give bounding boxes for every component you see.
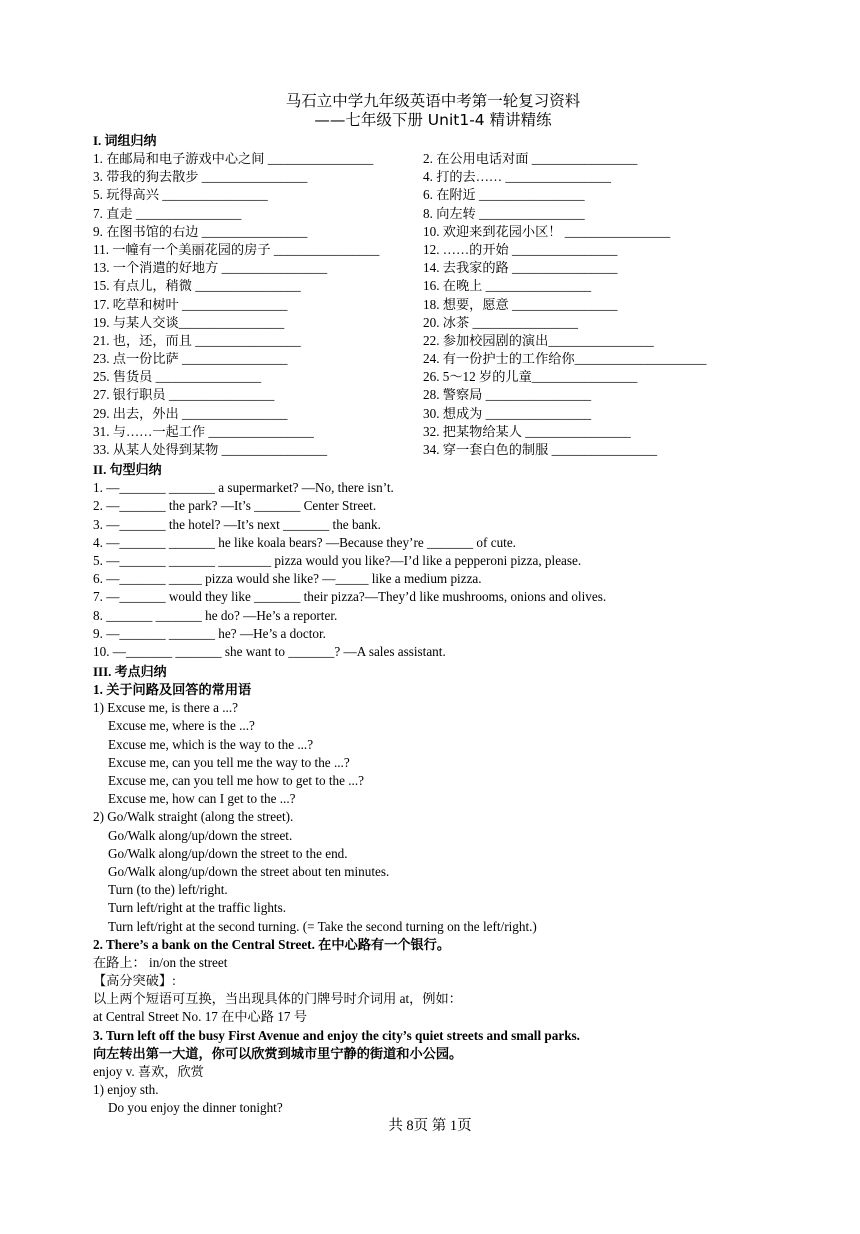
phrase-row: [93, 205, 773, 223]
question-line: Excuse me, where is the ...?: [108, 718, 255, 734]
section-heading-phrases: I. 词组归纳: [93, 133, 157, 148]
phrase-item: 10. 欢迎来到花园小区！ ________________: [423, 223, 671, 239]
section-heading-sentences: II. 句型归纳: [93, 462, 162, 478]
point-3-heading-en: 3. Turn left off the busy First Avenue and enjoy the city’s quiet streets and small parks.: [93, 1027, 580, 1043]
phrase-row: [93, 150, 773, 168]
phrase-row: [93, 423, 773, 441]
sentence-item: 1. —_______ _______ a supermarket? —No, there isn’t.: [93, 480, 394, 496]
phrase-item: 12. ……的开始 ________________: [423, 241, 618, 257]
question-line: Excuse me, how can I get to the ...?: [108, 791, 296, 807]
phrase-item: 24. 有一份护士的工作给你____________________: [423, 351, 707, 367]
phrase-item: 6. 在附近 ________________: [423, 187, 585, 203]
title-line-2: ——七年级下册 Unit1-4 精讲精练: [314, 111, 552, 129]
phrase-item: 15. 有点儿，稍微 ________________: [93, 278, 301, 294]
phrase-item: 27. 银行职员 ________________: [93, 387, 275, 403]
phrase-row: [93, 314, 773, 332]
sentence-item: 6. —_______ _____ pizza would she like? —_____ like a medium pizza.: [93, 571, 482, 587]
phrase-item: 9. 在图书馆的右边 ________________: [93, 223, 308, 239]
note-line: 1) enjoy sth.: [93, 1082, 159, 1098]
phrase-item: 21. 也，还，而且 ________________: [93, 332, 301, 348]
point-1-answers: [93, 808, 773, 935]
sentence-list: [93, 479, 773, 661]
phrase-item: 26. 5～12 岁的儿童________________: [423, 369, 638, 385]
sentence-item: 4. —_______ _______ he like koala bears? —Because they’re _______ of cute.: [93, 534, 516, 550]
phrase-row: [93, 259, 773, 277]
phrase-item: 28. 警察局 ________________: [423, 387, 592, 403]
sentence-item: 7. —_______ would they like _______ their pizza?—They’d like mushrooms, onions and olives.: [93, 589, 607, 605]
answer-line: Turn left/right at the second turning. (= Take the second turning on the left/right.): [108, 918, 537, 934]
page-footer: 共 8页 第 1页: [388, 1118, 472, 1134]
note-line: at Central Street No. 17 在中心路 17 号: [93, 1009, 307, 1025]
phrase-row: [93, 168, 773, 186]
sentence-item: 3. —_______ the hotel? —It’s next _______ the bank.: [93, 516, 381, 532]
sentence-item: 10. —_______ _______ she want to _______? —A sales assistant.: [93, 643, 446, 659]
point-1-heading: 1. 关于问路及回答的常用语: [93, 682, 252, 698]
phrase-item: 19. 与某人交谈________________: [93, 314, 285, 330]
point-2-notes: [93, 954, 773, 1027]
phrase-row: [93, 186, 773, 204]
answer-line: Go/Walk along/up/down the street.: [108, 827, 293, 843]
phrase-row: [93, 296, 773, 314]
phrase-item: 29. 出去，外出 ________________: [93, 405, 288, 421]
phrase-item: 14. 去我家的路 ________________: [423, 260, 618, 276]
phrase-item: 33. 从某人处得到某物 ________________: [93, 442, 328, 457]
phrase-row: [93, 350, 773, 368]
note-line: enjoy v. 喜欢，欣赏: [93, 1064, 204, 1079]
section-heading-points: III. 考点归纳: [93, 664, 167, 680]
answer-line: Go/Walk along/up/down the street about ten minutes.: [108, 863, 390, 879]
phrase-row: [93, 332, 773, 350]
sentence-item: 9. —_______ _______ he? —He’s a doctor.: [93, 625, 326, 641]
phrase-item: 7. 直走 ________________: [93, 205, 242, 221]
phrase-item: 1. 在邮局和电子游戏中心之间 ________________: [93, 151, 374, 166]
phrase-row: [93, 223, 773, 241]
phrase-item: 3. 带我的狗去散步 ________________: [93, 169, 308, 185]
note-line: 以上两个短语可互换，当出现具体的门牌号时介词用 at，例如：: [93, 991, 462, 1007]
title-line-1: 马石立中学九年级英语中考第一轮复习资料: [285, 92, 581, 110]
phrase-item: 2. 在公用电话对面 ________________: [423, 151, 638, 166]
answer-line: 2) Go/Walk straight (along the street).: [93, 809, 294, 825]
answer-line: Turn (to the) left/right.: [108, 882, 228, 898]
phrase-item: 18. 想要，愿意 ________________: [423, 296, 618, 312]
note-line: 【高分突破】:: [93, 973, 176, 989]
point-2-heading: 2. There’s a bank on the Central Street. 在中心路有一个银行。: [93, 936, 451, 952]
phrase-row: [93, 386, 773, 404]
point-3-heading-cn: 向左转出第一大道，你可以欣赏到城市里宁静的街道和小公园。: [93, 1045, 463, 1061]
point-1-questions: [93, 699, 773, 808]
question-line: Excuse me, can you tell me the way to the ...?: [108, 754, 350, 770]
phrase-list: [93, 150, 773, 459]
phrase-item: 32. 把某物给某人 ________________: [423, 423, 631, 439]
sentence-item: 8. _______ _______ he do? —He’s a reporter.: [93, 607, 338, 623]
phrase-item: 4. 打的去…… ________________: [423, 169, 611, 185]
sentence-item: 2. —_______ the park? —It’s _______ Center Street.: [93, 498, 377, 514]
phrase-item: 13. 一个消遣的好地方 ________________: [93, 260, 328, 276]
phrase-row: [93, 368, 773, 386]
phrase-row: [93, 405, 773, 423]
phrase-row: [93, 277, 773, 295]
phrase-item: 34. 穿一套白色的制服 ________________: [423, 442, 658, 457]
phrase-item: 22. 参加校园剧的演出________________: [423, 332, 654, 348]
question-line: 1) Excuse me, is there a ...?: [93, 700, 239, 716]
answer-line: Go/Walk along/up/down the street to the end.: [108, 845, 348, 861]
point-3-notes: [93, 1063, 773, 1099]
phrase-item: 16. 在晚上 ________________: [423, 278, 592, 294]
phrase-item: 31. 与……一起工作 ________________: [93, 423, 314, 439]
phrase-row: [93, 441, 773, 459]
phrase-row: [93, 241, 773, 259]
point-3-example: Do you enjoy the dinner tonight?: [108, 1100, 283, 1116]
question-line: Excuse me, which is the way to the ...?: [108, 736, 314, 752]
phrase-item: 20. 冰茶 ________________: [423, 314, 578, 330]
sentence-item: 5. —_______ _______ ________ pizza would you like?—I’d like a pepperoni pizza, please.: [93, 552, 582, 568]
answer-line: Turn left/right at the traffic lights.: [108, 900, 287, 916]
question-line: Excuse me, can you tell me how to get to the ...?: [108, 773, 364, 788]
phrase-item: 11. 一幢有一个美丽花园的房子 ________________: [93, 241, 380, 257]
phrase-item: 23. 点一份比萨 ________________: [93, 351, 288, 367]
phrase-item: 25. 售货员 ________________: [93, 369, 262, 385]
phrase-item: 30. 想成为 ________________: [423, 405, 592, 421]
phrase-item: 17. 吃草和树叶 ________________: [93, 296, 288, 312]
document-page: [93, 92, 773, 1118]
phrase-item: 8. 向左转 ________________: [423, 205, 585, 221]
note-line: 在路上： in/on the street: [93, 954, 228, 970]
phrase-item: 5. 玩得高兴 ________________: [93, 187, 268, 203]
